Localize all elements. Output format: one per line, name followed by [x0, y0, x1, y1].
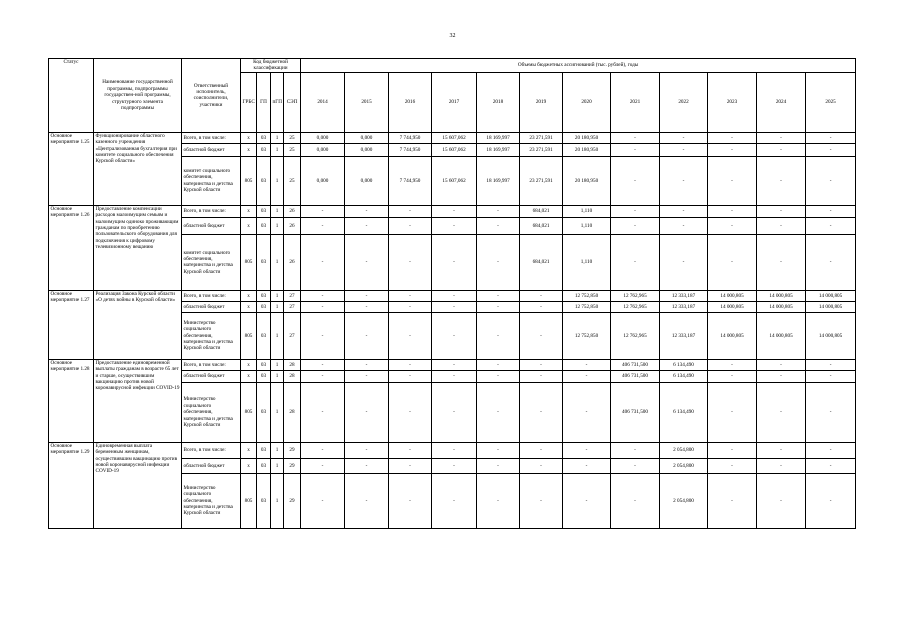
value-cell: - — [708, 370, 757, 382]
header-year-3: 2017 — [432, 72, 477, 132]
value-cell: - — [611, 234, 660, 290]
value-cell: 15 607,062 — [432, 156, 477, 205]
value-cell: 0,000 — [301, 132, 345, 143]
responsible-cell: областной бюджет — [182, 217, 241, 234]
code-cell: 27 — [284, 312, 301, 359]
value-cell: - — [520, 312, 563, 359]
code-cell: 1 — [271, 156, 284, 205]
header-year-10: 2024 — [757, 72, 806, 132]
value-cell: 0,000 — [301, 143, 345, 156]
value-cell: - — [520, 370, 563, 382]
value-cell: 2 054,800 — [660, 458, 708, 473]
value-cell: - — [389, 312, 432, 359]
value-cell: - — [432, 442, 477, 458]
value-cell: - — [301, 290, 345, 301]
header-year-8: 2022 — [660, 72, 708, 132]
value-cell: 18 169,997 — [477, 132, 520, 143]
name-cell: Предоставление компенсации расходов малоимущим семьям и малоимущим одиноко проживающим гражданам по приобретению пользовательского оборудования для подключения к цифровому телевизионному вещанию — [94, 205, 182, 290]
value-cell: 684,021 — [520, 217, 563, 234]
value-cell: 0,000 — [345, 143, 389, 156]
code-cell: 25 — [284, 156, 301, 205]
value-cell: - — [757, 370, 806, 382]
value-cell: - — [432, 301, 477, 312]
name-cell: Функционирование областного казенного учреждения «Централизованная бухгалтерия при комитете социального обеспечения Курской области» — [94, 132, 182, 205]
value-cell: 1,110 — [563, 234, 611, 290]
value-cell: 20 180,950 — [563, 132, 611, 143]
value-cell: 0,000 — [345, 156, 389, 205]
value-cell: - — [806, 143, 856, 156]
value-cell: 1,110 — [563, 217, 611, 234]
value-cell: - — [520, 359, 563, 370]
code-cell: 28 — [284, 370, 301, 382]
responsible-cell: Всего, в том числе: — [182, 442, 241, 458]
value-cell: - — [345, 217, 389, 234]
header-budget-code: Код бюджетной классификации — [241, 59, 301, 73]
value-cell: 6 134,490 — [660, 382, 708, 442]
value-cell: - — [611, 442, 660, 458]
code-cell: 1 — [271, 205, 284, 217]
value-cell: - — [757, 359, 806, 370]
responsible-cell: областной бюджет — [182, 458, 241, 473]
value-cell: 12 762,965 — [611, 290, 660, 301]
value-cell: 14 000,805 — [708, 312, 757, 359]
table-row — [49, 359, 856, 370]
code-cell: 805 — [241, 234, 257, 290]
value-cell: - — [389, 290, 432, 301]
value-cell: - — [477, 458, 520, 473]
value-cell: 20 180,950 — [563, 143, 611, 156]
value-cell: 23 271,591 — [520, 143, 563, 156]
code-cell: х — [241, 359, 257, 370]
value-cell: - — [806, 382, 856, 442]
value-cell: - — [563, 442, 611, 458]
header-status: Статус — [49, 59, 94, 133]
code-cell: 25 — [284, 143, 301, 156]
status-cell: Основное мероприятие 1.28 — [49, 359, 94, 442]
value-cell: - — [611, 156, 660, 205]
value-cell: 12 752,850 — [563, 312, 611, 359]
value-cell: - — [345, 301, 389, 312]
code-cell: 27 — [284, 290, 301, 301]
value-cell: 2 054,800 — [660, 442, 708, 458]
code-cell: 805 — [241, 382, 257, 442]
code-cell: 1 — [271, 301, 284, 312]
value-cell: - — [660, 132, 708, 143]
code-cell: х — [241, 370, 257, 382]
header-volumes: Объемы бюджетных ассигнований (тыс. рублей), годы — [301, 59, 856, 73]
value-cell: - — [660, 217, 708, 234]
header-year-4: 2018 — [477, 72, 520, 132]
code-cell: 1 — [271, 473, 284, 528]
code-cell: х — [241, 290, 257, 301]
value-cell: - — [708, 359, 757, 370]
value-cell: - — [389, 359, 432, 370]
value-cell: - — [345, 290, 389, 301]
code-cell: 03 — [257, 217, 271, 234]
value-cell: - — [477, 301, 520, 312]
value-cell: - — [477, 234, 520, 290]
value-cell: 14 000,805 — [806, 290, 856, 301]
code-cell: 1 — [271, 217, 284, 234]
code-cell: х — [241, 458, 257, 473]
code-cell: 03 — [257, 156, 271, 205]
responsible-cell: комитет социального обеспечения, материнства и детства Курской области — [182, 156, 241, 205]
value-cell: - — [345, 359, 389, 370]
code-cell: х — [241, 132, 257, 143]
responsible-cell: комитет социального обеспечения, материнства и детства Курской области — [182, 234, 241, 290]
value-cell: - — [389, 382, 432, 442]
responsible-cell: Всего, в том числе: — [182, 359, 241, 370]
value-cell: - — [806, 234, 856, 290]
value-cell: 14 000,805 — [708, 290, 757, 301]
value-cell: - — [301, 458, 345, 473]
status-cell: Основное мероприятие 1.29 — [49, 442, 94, 528]
value-cell: - — [345, 370, 389, 382]
code-cell: 1 — [271, 359, 284, 370]
value-cell: - — [477, 442, 520, 458]
table-row — [49, 290, 856, 301]
budget-table — [48, 58, 856, 529]
code-cell: 29 — [284, 473, 301, 528]
value-cell: 6 134,490 — [660, 370, 708, 382]
value-cell: - — [757, 442, 806, 458]
value-cell: - — [563, 370, 611, 382]
value-cell: - — [301, 205, 345, 217]
value-cell: - — [708, 217, 757, 234]
value-cell: 12 333,187 — [660, 312, 708, 359]
code-cell: 26 — [284, 205, 301, 217]
value-cell: - — [660, 205, 708, 217]
value-cell: - — [611, 132, 660, 143]
responsible-cell: областной бюджет — [182, 301, 241, 312]
value-cell: - — [708, 143, 757, 156]
value-cell: - — [301, 234, 345, 290]
code-cell: 03 — [257, 458, 271, 473]
code-cell: 03 — [257, 370, 271, 382]
value-cell: - — [806, 132, 856, 143]
value-cell: 14 000,805 — [708, 301, 757, 312]
value-cell: - — [477, 205, 520, 217]
value-cell: - — [563, 473, 611, 528]
status-cell: Основное мероприятие 1.27 — [49, 290, 94, 359]
value-cell: 406 731,500 — [611, 359, 660, 370]
value-cell: - — [432, 359, 477, 370]
code-cell: 03 — [257, 132, 271, 143]
value-cell: - — [389, 370, 432, 382]
value-cell: 14 000,805 — [806, 301, 856, 312]
value-cell: - — [708, 473, 757, 528]
value-cell: - — [708, 234, 757, 290]
value-cell: - — [389, 205, 432, 217]
value-cell: - — [708, 156, 757, 205]
responsible-cell: Всего, в том числе: — [182, 205, 241, 217]
value-cell: - — [757, 156, 806, 205]
value-cell: 7 744,950 — [389, 156, 432, 205]
value-cell: - — [432, 370, 477, 382]
value-cell: - — [757, 205, 806, 217]
code-cell: 03 — [257, 312, 271, 359]
code-cell: 1 — [271, 382, 284, 442]
value-cell: 14 000,805 — [806, 312, 856, 359]
value-cell: - — [806, 217, 856, 234]
value-cell: - — [806, 473, 856, 528]
value-cell: - — [345, 458, 389, 473]
header-name: Наименование государственной программы, подпрограммы государствен-ной программы, структурного элемента подпрограммы — [94, 59, 182, 133]
value-cell: 14 000,805 — [757, 312, 806, 359]
code-cell: 03 — [257, 205, 271, 217]
code-cell: х — [241, 205, 257, 217]
code-cell: 29 — [284, 442, 301, 458]
status-cell: Основное мероприятие 1.25 — [49, 132, 94, 205]
value-cell: - — [611, 458, 660, 473]
code-cell: 28 — [284, 359, 301, 370]
value-cell: - — [301, 359, 345, 370]
value-cell: - — [345, 473, 389, 528]
responsible-cell: Всего, в том числе: — [182, 132, 241, 143]
value-cell: 6 134,490 — [660, 359, 708, 370]
value-cell: - — [520, 473, 563, 528]
code-cell: 805 — [241, 473, 257, 528]
value-cell: - — [477, 312, 520, 359]
value-cell: - — [806, 442, 856, 458]
value-cell: - — [806, 156, 856, 205]
value-cell: - — [563, 359, 611, 370]
code-cell: 26 — [284, 217, 301, 234]
code-cell: 1 — [271, 290, 284, 301]
value-cell: - — [389, 442, 432, 458]
value-cell: - — [389, 217, 432, 234]
header-year-7: 2021 — [611, 72, 660, 132]
value-cell: - — [432, 458, 477, 473]
value-cell: 684,021 — [520, 234, 563, 290]
code-cell: 805 — [241, 156, 257, 205]
value-cell: 20 180,950 — [563, 156, 611, 205]
value-cell: - — [477, 359, 520, 370]
value-cell: 18 169,997 — [477, 143, 520, 156]
value-cell: 1,110 — [563, 205, 611, 217]
code-cell: 27 — [284, 301, 301, 312]
value-cell: - — [660, 156, 708, 205]
value-cell: 18 169,997 — [477, 156, 520, 205]
header-year-2: 2016 — [389, 72, 432, 132]
value-cell: - — [708, 382, 757, 442]
value-cell: - — [520, 458, 563, 473]
responsible-cell: Министерство социального обеспечения, материнства и детства Курской области — [182, 382, 241, 442]
value-cell: - — [757, 382, 806, 442]
code-cell: 805 — [241, 312, 257, 359]
code-cell: 28 — [284, 382, 301, 442]
value-cell: 12 333,187 — [660, 290, 708, 301]
value-cell: 14 000,805 — [757, 290, 806, 301]
value-cell: - — [301, 382, 345, 442]
code-cell: 03 — [257, 290, 271, 301]
value-cell: - — [660, 234, 708, 290]
status-cell: Основное мероприятие 1.26 — [49, 205, 94, 290]
value-cell: - — [611, 217, 660, 234]
value-cell: - — [611, 205, 660, 217]
code-cell: 03 — [257, 359, 271, 370]
value-cell: - — [432, 382, 477, 442]
value-cell: 0,000 — [301, 156, 345, 205]
value-cell: 14 000,805 — [757, 301, 806, 312]
value-cell: 15 607,062 — [432, 132, 477, 143]
value-cell: - — [432, 234, 477, 290]
code-cell: 03 — [257, 442, 271, 458]
value-cell: - — [432, 205, 477, 217]
value-cell: - — [757, 458, 806, 473]
value-cell: - — [757, 473, 806, 528]
value-cell: - — [660, 143, 708, 156]
value-cell: - — [477, 217, 520, 234]
code-cell: 1 — [271, 458, 284, 473]
value-cell: - — [757, 132, 806, 143]
code-cell: 1 — [271, 370, 284, 382]
value-cell: 23 271,591 — [520, 132, 563, 143]
value-cell: - — [345, 234, 389, 290]
value-cell: - — [757, 234, 806, 290]
value-cell: - — [563, 458, 611, 473]
responsible-cell: областной бюджет — [182, 370, 241, 382]
value-cell: - — [520, 442, 563, 458]
value-cell: - — [563, 382, 611, 442]
value-cell: - — [757, 143, 806, 156]
header-year-5: 2019 — [520, 72, 563, 132]
value-cell: 406 731,500 — [611, 370, 660, 382]
code-cell: 1 — [271, 143, 284, 156]
value-cell: - — [432, 217, 477, 234]
code-cell: 1 — [271, 442, 284, 458]
value-cell: 12 762,965 — [611, 301, 660, 312]
value-cell: - — [520, 290, 563, 301]
value-cell: - — [757, 217, 806, 234]
header-year-1: 2015 — [345, 72, 389, 132]
responsible-cell: Всего, в том числе: — [182, 290, 241, 301]
value-cell: - — [389, 234, 432, 290]
value-cell: 406 731,500 — [611, 382, 660, 442]
value-cell: 12 752,850 — [563, 301, 611, 312]
value-cell: 12 752,850 — [563, 290, 611, 301]
value-cell: - — [477, 370, 520, 382]
value-cell: - — [477, 290, 520, 301]
header-code-3: СЭП — [284, 72, 301, 132]
value-cell: 7 744,950 — [389, 143, 432, 156]
value-cell: - — [389, 458, 432, 473]
value-cell: - — [806, 359, 856, 370]
value-cell: - — [708, 442, 757, 458]
value-cell: 7 744,950 — [389, 132, 432, 143]
header-responsible: Ответственный исполнитель, соисполнители, участники — [182, 59, 241, 133]
code-cell: 1 — [271, 234, 284, 290]
code-cell: 1 — [271, 312, 284, 359]
table-row — [49, 442, 856, 458]
header-year-11: 2025 — [806, 72, 856, 132]
code-cell: 03 — [257, 143, 271, 156]
table-row — [49, 132, 856, 143]
value-cell: - — [345, 205, 389, 217]
value-cell: - — [389, 301, 432, 312]
value-cell: 23 271,591 — [520, 156, 563, 205]
code-cell: 26 — [284, 234, 301, 290]
responsible-cell: Министерство социального обеспечения, материнства и детства Курской области — [182, 312, 241, 359]
value-cell: - — [389, 473, 432, 528]
value-cell: - — [477, 473, 520, 528]
code-cell: 03 — [257, 234, 271, 290]
value-cell: - — [611, 143, 660, 156]
code-cell: 03 — [257, 473, 271, 528]
header-year-9: 2023 — [708, 72, 757, 132]
table-row — [49, 205, 856, 217]
code-cell: 29 — [284, 458, 301, 473]
code-cell: х — [241, 301, 257, 312]
value-cell: - — [806, 458, 856, 473]
value-cell: - — [432, 312, 477, 359]
value-cell: - — [708, 458, 757, 473]
page-number: 32 — [449, 33, 456, 39]
value-cell: - — [806, 205, 856, 217]
header-code-2: пГП — [271, 72, 284, 132]
value-cell: - — [345, 442, 389, 458]
code-cell: х — [241, 143, 257, 156]
value-cell: 12 333,187 — [660, 301, 708, 312]
value-cell: 0,000 — [345, 132, 389, 143]
header-code-0: ГРБС — [241, 72, 257, 132]
value-cell: - — [301, 301, 345, 312]
code-cell: 03 — [257, 301, 271, 312]
code-cell: 03 — [257, 382, 271, 442]
name-cell: Реализация Закона Курской области «О детях войны в Курской области» — [94, 290, 182, 359]
value-cell: 12 762,965 — [611, 312, 660, 359]
value-cell: - — [345, 382, 389, 442]
value-cell: - — [301, 217, 345, 234]
value-cell: - — [301, 312, 345, 359]
value-cell: - — [520, 301, 563, 312]
value-cell: 2 054,800 — [660, 473, 708, 528]
code-cell: х — [241, 442, 257, 458]
value-cell: 15 607,062 — [432, 143, 477, 156]
value-cell: - — [301, 442, 345, 458]
name-cell: Предоставление единовременной выплаты гражданам в возрасте 65 лет и старше, осуществившим вакцинацию против новой коронавирусной инфекции COVID-19 — [94, 359, 182, 442]
value-cell: - — [301, 473, 345, 528]
value-cell: - — [806, 370, 856, 382]
value-cell: - — [708, 205, 757, 217]
value-cell: - — [520, 382, 563, 442]
code-cell: 25 — [284, 132, 301, 143]
code-cell: х — [241, 217, 257, 234]
value-cell: - — [432, 473, 477, 528]
name-cell: Единовременная выплата беременным женщинам, осуществившим вакцинацию против новой коронавирусной инфекции COVID-19 — [94, 442, 182, 528]
value-cell: - — [477, 382, 520, 442]
responsible-cell: Министерство социального обеспечения, материнства и детства Курской области — [182, 473, 241, 528]
value-cell: - — [611, 473, 660, 528]
header-code-1: ГП — [257, 72, 271, 132]
value-cell: - — [708, 132, 757, 143]
responsible-cell: областной бюджет — [182, 143, 241, 156]
header-year-6: 2020 — [563, 72, 611, 132]
value-cell: - — [432, 290, 477, 301]
code-cell: 1 — [271, 132, 284, 143]
value-cell: - — [301, 370, 345, 382]
header-year-0: 2014 — [301, 72, 345, 132]
value-cell: - — [345, 312, 389, 359]
value-cell: 684,021 — [520, 205, 563, 217]
